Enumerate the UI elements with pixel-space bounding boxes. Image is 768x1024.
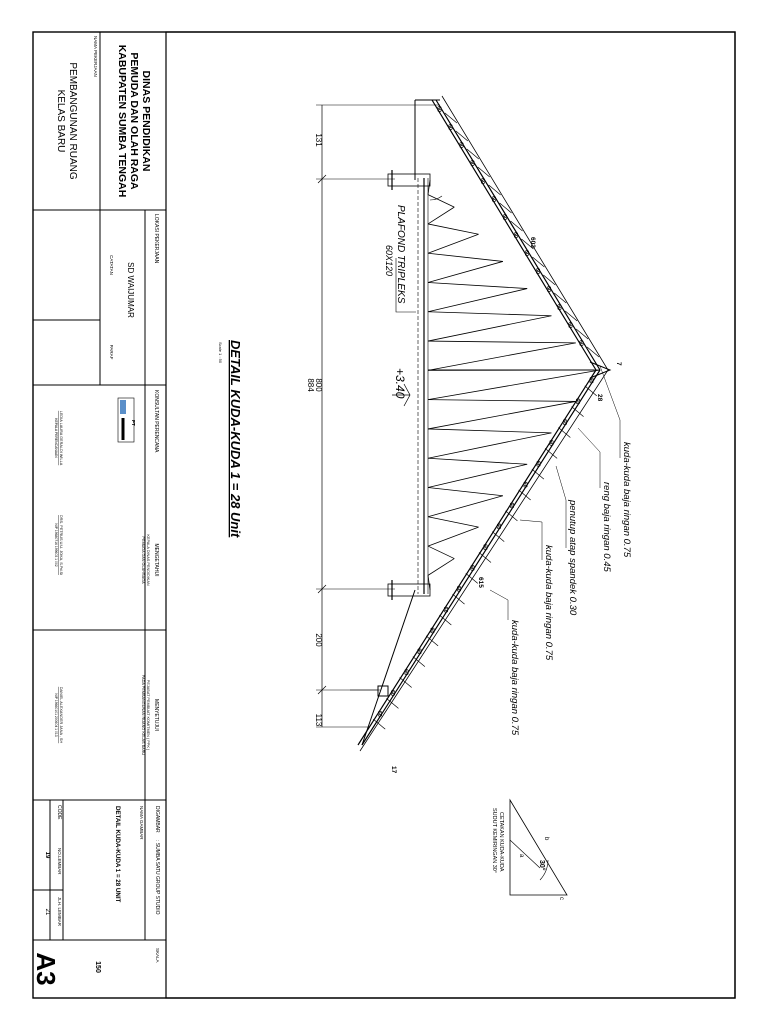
drawing-frame (166, 32, 735, 998)
purlin-spacing-label: 60 (522, 249, 529, 257)
drawing-title: DETAIL KUDA-KUDA 1 = 28 Unit (228, 340, 243, 538)
purlin-spacing-label: 60 (547, 439, 554, 446)
purlin-spacing-label: 60 (375, 710, 382, 717)
purlin-spacing-label: 60 (560, 419, 567, 426)
dim-left-overhang: 131 (314, 133, 323, 147)
slope-letter-c: c (558, 897, 564, 900)
web-member (428, 464, 527, 487)
konsultan-signer: LEDIA LAURA GERALDI WILLA (59, 410, 63, 466)
purlin-spacing-label: 60 (490, 195, 497, 203)
purlin-spacing-label: 60 (534, 460, 541, 467)
web-member (428, 283, 527, 289)
mengetahui-signer: DRS. PETRUS U.U. JOKA, S.Pd.Si (59, 515, 63, 575)
purlin-spacing-label: 60 (446, 123, 453, 131)
purlin-spacing-label: 60 (566, 321, 573, 329)
menyetujui-signer: DANIEL ALEXANDER JANA , SH (59, 686, 63, 744)
web-member (428, 488, 503, 496)
menyetujui-role-2: PADA PEMBANGUNAN RUANG KELAS BARU (141, 674, 145, 756)
purlin-spacing-label: 60 (512, 231, 518, 239)
web-member (428, 517, 479, 527)
roof-cover-line (360, 96, 608, 751)
digambar-label: DIGAMBAR (154, 806, 160, 833)
agency-line-2: PEMUDA DAN OLAH RAGA (128, 52, 140, 190)
purlin-spacing-label: 60 (455, 585, 462, 592)
web-member (428, 316, 551, 341)
purlin-spacing-label: 60 (521, 481, 528, 488)
purlin-spacing-label: 60 (468, 159, 475, 167)
web-member (428, 253, 503, 261)
paraf-label: PARAF (109, 344, 114, 360)
code-label: CODE (56, 805, 62, 820)
callout-truss-3: kuda-kuda baja ringan 0.75 (509, 620, 520, 736)
web-member (428, 546, 454, 559)
ridge-dimension: 603 (529, 237, 536, 248)
purlin-spacing-label: 60 (468, 564, 475, 571)
jml-lembar-label: JLH. LEMBAR (57, 897, 62, 927)
rafter-right (358, 370, 596, 745)
ceiling-label-2: 60X120 (384, 245, 394, 277)
purlin-spacing-label: 60 (441, 606, 448, 613)
slope-note-2: SUDUT KEMIRINGAN 30° (491, 808, 497, 874)
web-member (428, 400, 576, 402)
consultant-logo (118, 398, 136, 442)
jml-lembar-value: 21 (44, 908, 50, 916)
dim-overall: 884 (306, 378, 315, 392)
web-member (428, 458, 527, 464)
sheet-size: A3 (31, 952, 61, 986)
purlin-spacing-label: 60 (501, 213, 508, 221)
ridge-gap-right: 28 (596, 394, 603, 402)
agency-line-3: KABUPATEN SUMBA TENGAH (116, 44, 128, 198)
purlin-spacing-label: 60 (533, 267, 540, 275)
scale-note: Scale 1 : 50 (218, 342, 223, 364)
purlin-spacing-label: 60 (457, 141, 464, 149)
konsultan-signer-role: KEPALA PERENCANAAN (54, 418, 58, 458)
agency-line-1: DINAS PENDIDIKAN (140, 70, 152, 172)
konsultan-label: KONSULTAN PERENCANA (153, 390, 159, 453)
dimension-chain (316, 105, 440, 727)
callout-roof-cover: penutup atap spandek 0.30 (567, 500, 578, 616)
ceiling-label-1: PLAFOND TRIPLEKS (395, 205, 406, 304)
mengetahui-nip: NIP 19680716 199603 1 002 (54, 523, 58, 567)
menyetujui-role-1: PEJABAT PEMBUAT KOMITMEN ( PPK ) (146, 679, 150, 751)
ridge-gap-left: 7 (615, 362, 622, 366)
callout-truss-1: kuda-kuda baja ringan 0.75 (621, 442, 632, 558)
web-member (428, 261, 503, 282)
dim-span: 800 (314, 378, 323, 392)
slope-note-1: CETAKAN KUDA-KUDA (498, 812, 504, 872)
drawing-name: DETAIL KUDA-KUDA 1 = 28 UNIT (114, 806, 121, 903)
purlin-spacing-label: 60 (555, 303, 562, 311)
skala-label: SKALA (155, 948, 160, 963)
purlin-spacing-label: 60 (577, 339, 584, 347)
nama-gambar-label: NAMA GAMBAR (139, 806, 144, 840)
digambar-value: : SUMBA SATU GROUP STUDIO (154, 840, 160, 915)
callout-truss-2: kuda-kuda baja ringan 0.75 (543, 545, 554, 661)
web-member (428, 370, 600, 400)
title-block (31, 32, 166, 986)
slope-letter-a: a (518, 854, 524, 858)
mengetahui-role-2: PEMUDA DAN OLAHRAGA (141, 536, 145, 584)
web-member (428, 527, 479, 546)
web-member (428, 559, 454, 576)
purlin-spacing-label: 60 (544, 285, 551, 293)
web-member (428, 224, 479, 234)
purlin-spacing-label: 60 (481, 544, 488, 551)
web-member (428, 207, 454, 224)
slope-angle: 30° (538, 860, 545, 871)
web-member (428, 234, 479, 253)
web-member (428, 401, 576, 429)
end-dimension: 17 (390, 766, 397, 774)
rafter-right (362, 370, 600, 745)
purlin-spacing-label: 60 (389, 689, 396, 696)
project-line-1: PEMBANGUNAN RUANG (67, 62, 78, 180)
no-lembar-value: 19 (44, 851, 50, 859)
menyetujui-label: MENYETUJUI (153, 699, 159, 731)
truss-drawing (350, 96, 610, 751)
project-line-2: KELAS BARU (55, 89, 66, 153)
web-member (428, 312, 551, 316)
lokasi-label: LOKASI PEKERJAAN (153, 214, 159, 264)
purlin-spacing-label: 60 (494, 523, 501, 530)
slope-letter-b: b (543, 837, 549, 841)
web-member (428, 343, 576, 371)
purlin-spacing-label: 60 (587, 377, 594, 384)
mengetahui-label: MENGETAHUI (153, 543, 159, 577)
purlin-spacing-label: 60 (402, 669, 409, 676)
menyetujui-nip: NIP 19660101 200604 1 013 (54, 693, 58, 737)
elevation-label: +3.40 (393, 368, 407, 399)
purlin-spacing-label: 60 (435, 105, 442, 113)
skala-value: 150 (94, 961, 101, 973)
eave-dimension: 615 (477, 577, 484, 588)
web-member (428, 341, 576, 343)
catatan-label: CATATAN (109, 255, 114, 275)
purlin-spacing-label: 60 (415, 648, 422, 655)
web-member (428, 496, 503, 517)
callout-batten: reng baja ringan 0.45 (601, 482, 612, 572)
purlin-spacing-label: 60 (574, 398, 581, 405)
mengetahui-role-1: KEPALA DINAS PENDIDIKAN (146, 534, 150, 586)
web-member (428, 433, 551, 458)
purlin-spacing-label: 60 (428, 627, 435, 634)
dim-right-overhang: 200 (314, 633, 323, 647)
logo-text: PT (131, 420, 136, 426)
web-member (428, 289, 527, 312)
web-member (428, 429, 551, 433)
nama-pekerjaan-label: NAMA PEKERJAAN (93, 36, 98, 77)
callout-leaders (490, 366, 620, 620)
slope-triangle-inset (510, 800, 567, 895)
lokasi-value: SD WAIJUMAR (126, 262, 135, 318)
dim-right-end: 113 (314, 713, 323, 727)
purlin-spacing-label: 60 (479, 177, 486, 185)
no-lembar-label: NO.LEMBAR (57, 848, 62, 875)
purlin-spacing-label: 60 (508, 502, 515, 509)
